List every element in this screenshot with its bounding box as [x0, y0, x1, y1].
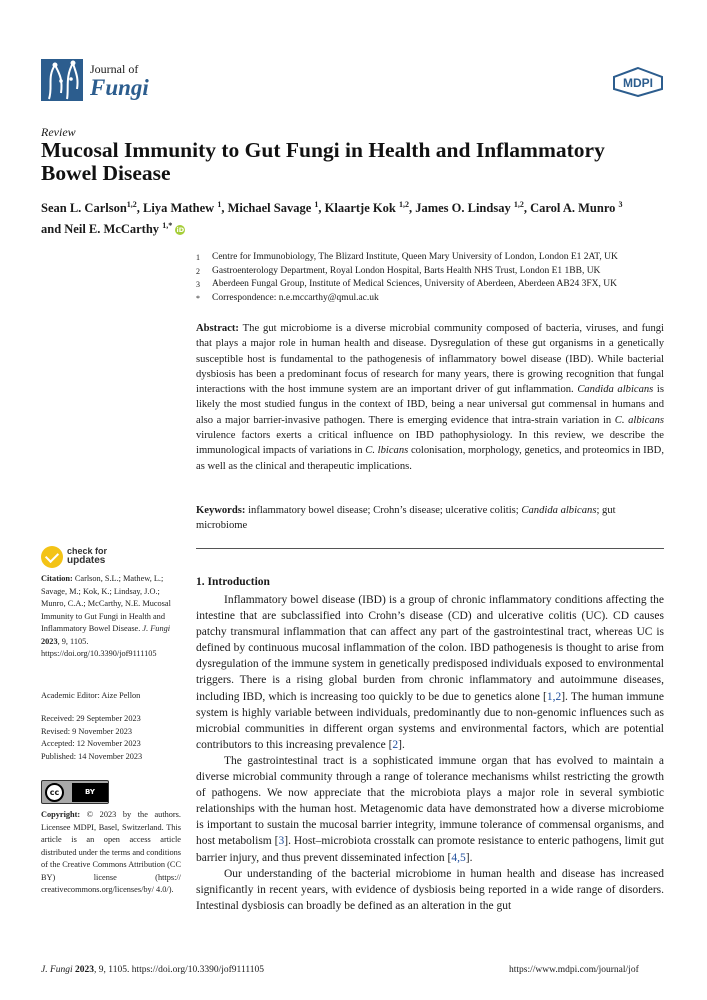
citation-link[interactable]: 3 — [278, 835, 285, 848]
paragraph-text: ]. Host–microbiota crosstalk can promote resistance to enteric pathogens, limit gut barrier injury, and thus prevent disseminated infection [ — [196, 835, 664, 864]
affiliation-item — [196, 292, 666, 306]
citation-link[interactable]: 1,2 — [546, 690, 562, 703]
author-name: Sean L. Carlson — [41, 201, 127, 216]
abstract-species: Candida albicans — [577, 384, 654, 396]
author-affiliation-mark: 1,* — [162, 221, 173, 231]
affiliation-item — [196, 278, 666, 292]
check-line: updates — [67, 555, 106, 566]
paragraph — [196, 592, 664, 753]
affiliation-mark: 1 — [196, 253, 200, 262]
keywords-species: Candida albicans — [521, 505, 597, 516]
footer-year: 2023 — [75, 965, 95, 975]
body-text — [196, 592, 664, 914]
article-type: Review — [41, 125, 76, 139]
keywords-text: inflammatory bowel disease; Crohn’s disease; ulcerative colitis; — [248, 505, 519, 516]
publication-dates — [41, 713, 181, 763]
journal-name — [90, 62, 149, 100]
affiliation-mark: 3 — [196, 280, 200, 289]
abstract — [196, 321, 664, 474]
author-affiliation-mark: 1,2 — [398, 200, 409, 209]
author-affiliation-mark: 1 — [217, 200, 222, 209]
author-name: Klaartje Kok — [324, 201, 396, 216]
citation-journal: J. Fungi — [142, 624, 171, 633]
author-name: Neil E. McCarthy — [64, 222, 160, 237]
affiliations — [196, 251, 666, 305]
affiliation-text: Aberdeen Fungal Group, Institute of Medical Sciences, University of Aberdeen, Aberdeen AB24 3FX, UK — [212, 279, 617, 289]
paragraph-text: ]. The human immune system is highly variable between individuals, predominantly due to non-genomic influences such as microbial communities in different organ systems and environmental factors, which are potential contributors to this increasing prevalence [ — [196, 690, 664, 751]
author-affiliation-mark: 1,2 — [513, 200, 524, 209]
footer-citation — [41, 965, 264, 975]
author-affiliation-mark: 1,2 — [126, 200, 137, 209]
paragraph-text: Our understanding of the bacterial microbiome in human health and disease has increased significantly in recent years, with evidence of dysbiosis being reported in a wide range of disorders. Intestinal dysbiosis can broadly be defined as an alteration in the gut — [196, 867, 664, 912]
article-title: Mucosal Immunity to Gut Fungi in Health and Inflammatory Bowel Disease — [41, 138, 605, 185]
paragraph-text: ]. — [398, 738, 405, 751]
mdpi-logo-icon — [612, 67, 664, 97]
author-conjunction: and — [41, 222, 62, 237]
abstract-label: Abstract: — [196, 323, 239, 334]
check-icon — [41, 546, 63, 568]
author-name: Michael Savage — [227, 201, 312, 216]
keywords-text: ; gut microbiome — [196, 505, 616, 532]
abstract-species: C. albicans — [614, 414, 665, 426]
citation-label: Citation: — [41, 574, 73, 583]
copyright — [41, 809, 181, 897]
publisher-name: MDPI — [623, 76, 653, 90]
paragraph — [196, 866, 664, 914]
author-name: James O. Lindsay — [415, 201, 511, 216]
accepted-date: Accepted: 12 November 2023 — [41, 739, 141, 748]
received-date: Received: 29 September 2023 — [41, 714, 141, 723]
footer-journal-url[interactable]: https://www.mdpi.com/journal/jof — [509, 965, 639, 975]
abstract-text: The gut microbiome is a diverse microbial community composed of bacteria, viruses, and fungi that plays a major role in human health and disease. Dysregulation of these gut organisms in a genetically susceptible host is fundamental to the pathogenesis of inflammatory bowel disease (IBD). While bacterial dysbiosis has been a predominant focus of research for many years, there is growing recognition that fungal interactions with the host immune system are an important driver of gut inflammation. — [196, 323, 664, 396]
affiliation-mark: * — [196, 293, 200, 303]
affiliation-mark: 2 — [196, 266, 200, 276]
author-affiliation-mark: 3 — [618, 200, 623, 209]
paragraph — [196, 753, 664, 866]
cc-by-license-badge[interactable] — [41, 780, 109, 804]
abstract-text: virulence factors exerts a critical influence on IBD pathophysiology. In this review, we describe the immunological impacts of variations in — [196, 430, 664, 457]
footer-doi[interactable]: , 9, 1105. https://doi.org/10.3390/jof9111105 — [94, 965, 264, 975]
affiliation-item — [196, 265, 666, 279]
keywords-label: Keywords: — [196, 505, 246, 516]
journal-title: Fungi — [90, 75, 149, 100]
check-for-updates-button[interactable] — [41, 546, 151, 570]
abstract-text: is likely the most studied fungus in the context of IBD, being a near universal gut commensal in humans and also a major barrier-invasive pathogen. There is emerging evidence that intra-strain variation in — [196, 384, 664, 426]
citation-doi[interactable]: , 9, 1105. https://doi.org/10.3390/jof9111105 — [41, 636, 157, 658]
citation-link[interactable]: 2 — [392, 738, 399, 751]
author-list: Sean L. Carlson$^{1,2}$, Liya Mathew $^1$, Michael Savage $^1$, Klaartje Kok $^{1,2}$, James O. Lindsay $^{1,2}$, Carol A. Munro $^3$ and Neil E. McCarthy $^{1,*}$ iD — [41, 200, 623, 237]
journal-of-label: Journal of — [90, 62, 139, 76]
citation-text: Carlson, S.L.; Mathew, L.; Savage, M.; Kok, K.; Lindsay, J.O.; Munro, C.A.; McCarthy, N.E. Mucosal Immunity to Gut Fungi in Health and Inflammatory Bowel Disease. — [41, 574, 171, 633]
copyright-label: Copyright: — [41, 810, 81, 819]
correspondence-email[interactable]: Correspondence: n.e.mccarthy@qmul.ac.uk — [212, 292, 379, 303]
cc-icon: cc — [45, 783, 64, 802]
paragraph-text: ]. — [465, 851, 473, 864]
abstract-text: colonisation, morphology, genetics, and proteomics in IBD, as well as the clinical and therapeutic implications. — [196, 445, 664, 472]
by-icon: BY — [72, 783, 108, 802]
keywords — [196, 503, 664, 534]
affiliation-item — [196, 251, 666, 265]
affiliation-text: Centre for Immunobiology, The Blizard Institute, Queen Mary University of London, London E1 2AT, UK — [212, 252, 618, 262]
paragraph-text: Inflammatory bowel disease (IBD) is a group of chronic inflammatory conditions affecting the intestine that are subclassified into Crohn’s disease (CD) and ulcerative colitis (UC). CD causes patchy transmural inflammation that can affect any part of the gastrointestinal tract, whereas UC is defined by continuous mucosal inflammation of the colon. IBD pathogenesis is thought to arise from dysregulation of the immune system in genetically predisposed individuals exposed to environmental triggers. There is a rising global burden from chronic inflammatory and autoimmune diseases, including IBD, which is increasing too quickly to be due to genetics alone [ — [196, 594, 664, 703]
paragraph-text: The gastrointestinal tract is a sophisticated immune organ that has evolved to maintain a diverse microbial community through a range of tolerance mechanisms whilst restricting the growth of pathogens. We now appreciate that the microbiota plays a major role in several symbiotic relationships with the human host. Metagenomic data have demonstrated how a diverse microbiome is important to sustain the mucosal barrier integrity, immune tolerance of commensal organisms, and host metabolism [ — [196, 754, 664, 848]
footer-journal: J. Fungi — [41, 965, 73, 975]
citation — [41, 573, 181, 661]
check-line: check for — [67, 546, 108, 556]
abstract-species: C. lbicans — [365, 445, 409, 457]
author-affiliation-mark: 1 — [314, 200, 319, 209]
citation-link[interactable]: 4,5 — [451, 851, 466, 864]
academic-editor: Academic Editor: Aize Pellon — [41, 691, 141, 700]
affiliation-text: Gastroenterology Department, Royal London Hospital, Barts Health NHS Trust, London E1 1BB, UK — [212, 265, 601, 276]
section-divider — [196, 548, 664, 549]
revised-date: Revised: 9 November 2023 — [41, 726, 133, 736]
check-for-updates-label — [67, 546, 107, 566]
citation-year: 2023 — [41, 636, 58, 646]
published-date: Published: 14 November 2023 — [41, 751, 143, 761]
copyright-text: © 2023 by the authors. Licensee MDPI, Basel, Switzerland. This article is an open access article distributed under the terms and conditions of the Creative Commons Attribution (CC BY) license (https:// creativecommons.org/licenses/by/ 4.0/). — [41, 810, 181, 894]
journal-logo-icon — [41, 59, 83, 101]
author-name: Liya Mathew — [143, 201, 215, 216]
orcid-icon[interactable]: iD — [176, 226, 185, 235]
author-name: Carol A. Munro — [530, 201, 616, 216]
section-heading: 1. Introduction — [196, 576, 270, 588]
